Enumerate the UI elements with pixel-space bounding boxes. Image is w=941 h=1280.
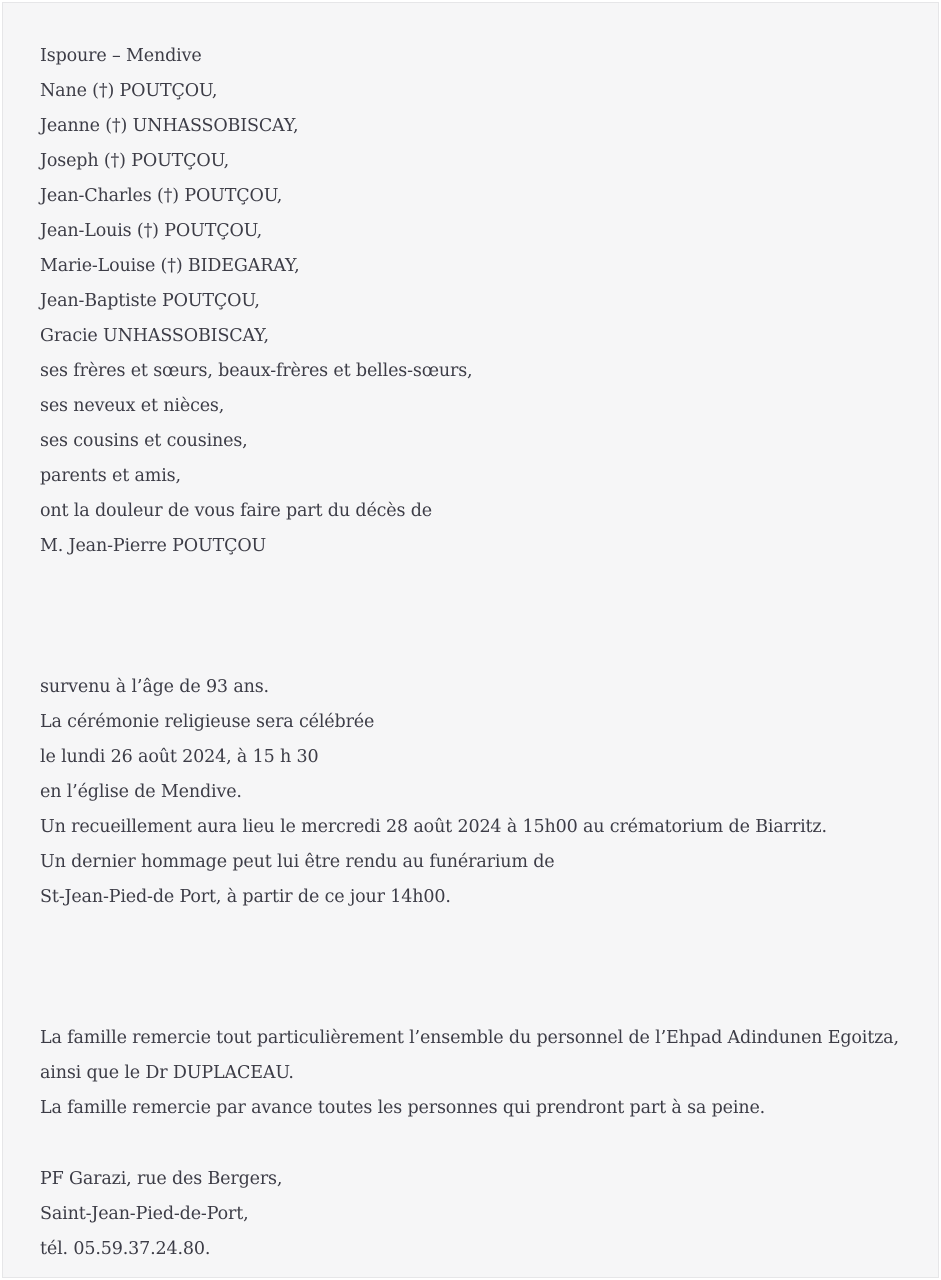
funeral-home-line: PF Garazi, rue des Bergers, <box>40 1169 283 1189</box>
notice-page <box>2 2 939 1278</box>
ceremony-block <box>40 670 920 915</box>
spacer <box>40 1126 920 1162</box>
ceremony-line: en l’église de Mendive. <box>40 782 242 802</box>
announcer-line: Marie-Louise (†) BIDEGARAY, <box>40 256 300 276</box>
announcer-line: ont la douleur de vous faire part du décès de <box>40 501 433 521</box>
ceremony-line: le lundi 26 août 2024, à 15 h 30 <box>40 747 319 767</box>
thanks-line: ainsi que le Dr DUPLACEAU. <box>40 1063 294 1083</box>
ceremony-line: La cérémonie religieuse sera célébrée <box>40 712 375 732</box>
funeral-home-line: Saint-Jean-Pied-de-Port, <box>40 1204 249 1224</box>
announcer-line: Jean-Louis (†) POUTÇOU, <box>40 221 263 241</box>
ceremony-line: Un recueillement aura lieu le mercredi 28 août 2024 à 15h00 au crématorium de Biarritz. <box>40 817 827 837</box>
thanks-line: La famille remercie tout particulièrement l’ensemble du personnel de l’Ehpad Adindunen Egoitza, <box>40 1028 899 1048</box>
announcer-line: Gracie UNHASSOBISCAY, <box>40 326 269 346</box>
announcer-line: ses cousins et cousines, <box>40 431 248 451</box>
announcer-line: Jean-Baptiste POUTÇOU, <box>40 291 260 311</box>
obituary-notice <box>40 39 920 1267</box>
announcer-line: parents et amis, <box>40 466 181 486</box>
announcer-location: Ispoure – Mendive <box>40 46 202 66</box>
thanks-block <box>40 1021 920 1126</box>
spacer <box>40 564 920 670</box>
deceased-name: M. Jean-Pierre POUTÇOU <box>40 536 267 556</box>
announcer-line: Jean-Charles (†) POUTÇOU, <box>40 186 283 206</box>
thanks-line: La famille remercie par avance toutes les personnes qui prendront part à sa peine. <box>40 1098 766 1118</box>
announcer-line: ses neveux et nièces, <box>40 396 225 416</box>
funeral-home-block <box>40 1162 920 1267</box>
ceremony-line: St-Jean-Pied-de Port, à partir de ce jour 14h00. <box>40 887 451 907</box>
announcer-line: Joseph (†) POUTÇOU, <box>40 151 230 171</box>
funeral-home-phone: tél. 05.59.37.24.80. <box>40 1239 211 1259</box>
announcer-line: ses frères et sœurs, beaux-frères et belles-sœurs, <box>40 361 473 381</box>
spacer <box>40 915 920 1021</box>
announcer-line: Jeanne (†) UNHASSOBISCAY, <box>40 116 299 136</box>
ceremony-line: survenu à l’âge de 93 ans. <box>40 677 269 697</box>
announcers-block <box>40 39 920 564</box>
ceremony-line: Un dernier hommage peut lui être rendu au funérarium de <box>40 852 555 872</box>
announcer-line: Nane (†) POUTÇOU, <box>40 81 218 101</box>
